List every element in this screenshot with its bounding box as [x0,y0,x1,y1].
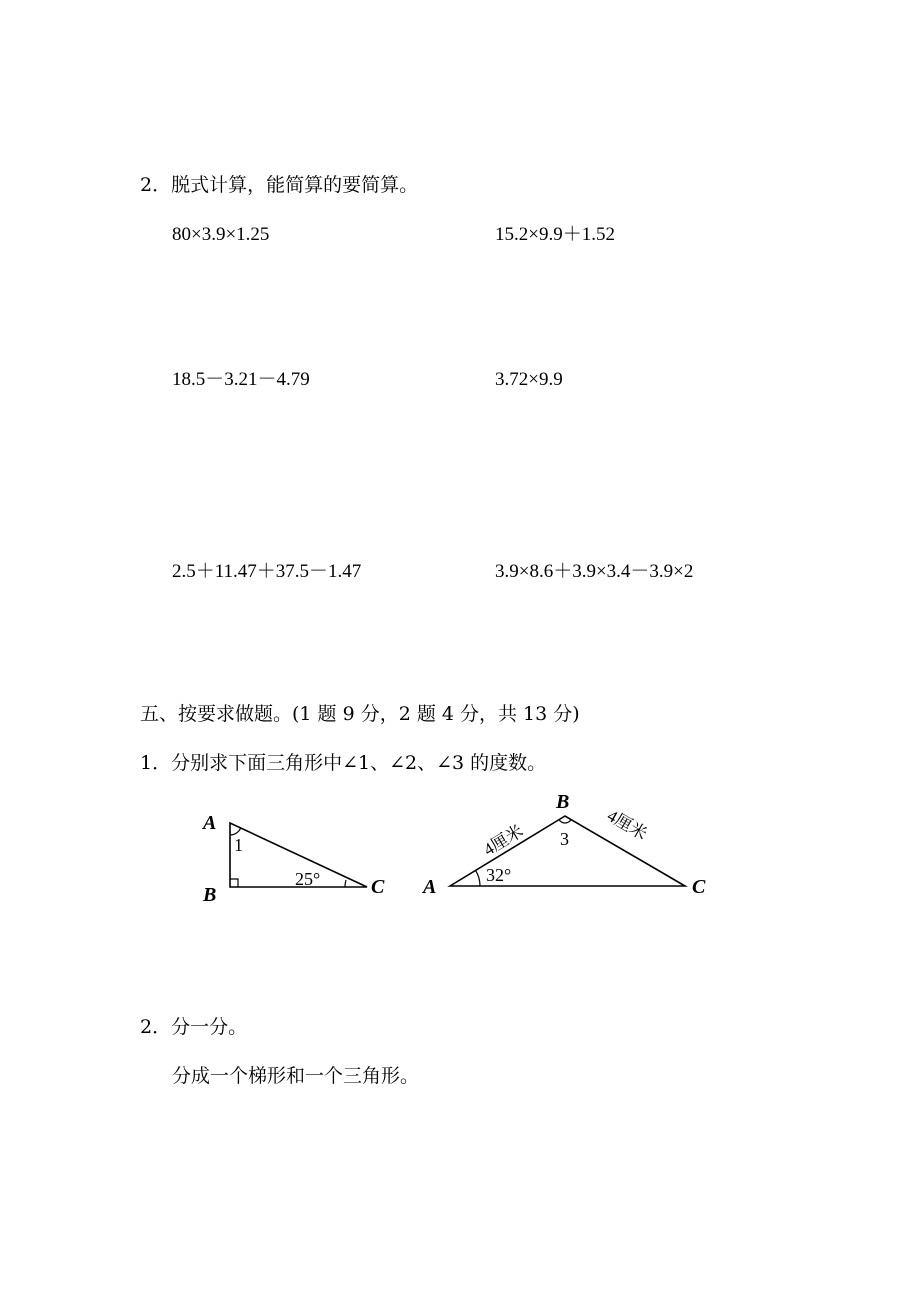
calc-problem-5: 2.5＋11.47＋37.5－1.47 [172,561,362,582]
vertex-label-b: B [556,791,570,813]
question-title: 2．脱式计算，能简算的要简算。 [140,174,419,196]
question-title: 2．分一分。 [140,1016,248,1038]
calc-problem-6: 3.9×8.6＋3.9×3.4－3.9×2 [495,561,694,582]
vertex-label-a: A [203,812,217,834]
calc-problem-3: 18.5－3.21－4.79 [172,369,310,390]
given-angle-label: 32° [486,865,512,885]
angle-arc-a [476,870,480,886]
question-title: 1．分别求下面三角形中∠1、∠2、∠3 的度数。 [140,752,547,774]
vertex-label-c: C [692,876,706,898]
calc-problem-4: 3.72×9.9 [495,369,563,390]
angle-arc-b [559,820,571,823]
vertex-label-b: B [203,884,217,906]
isosceles-triangle-figure [420,788,720,903]
side-length-ab: 4厘米 [480,821,527,860]
question-instruction: 分成一个梯形和一个三角形。 [172,1065,420,1087]
right-angle-mark [230,879,238,887]
given-angle-label: 25° [295,869,321,889]
vertex-label-c: C [371,876,385,898]
angle-label-3: 3 [560,829,569,849]
calc-problem-1: 80×3.9×1.25 [172,224,270,245]
angle-arc-c [345,880,346,887]
right-triangle-figure [195,805,405,910]
vertex-label-a: A [423,876,437,898]
angle-label-1: 1 [234,835,243,855]
section-heading: 五、按要求做题。(1 题 9 分，2 题 4 分，共 13 分) [140,703,580,725]
side-length-bc: 4厘米 [604,806,651,844]
calc-problem-2: 15.2×9.9＋1.52 [495,224,615,245]
